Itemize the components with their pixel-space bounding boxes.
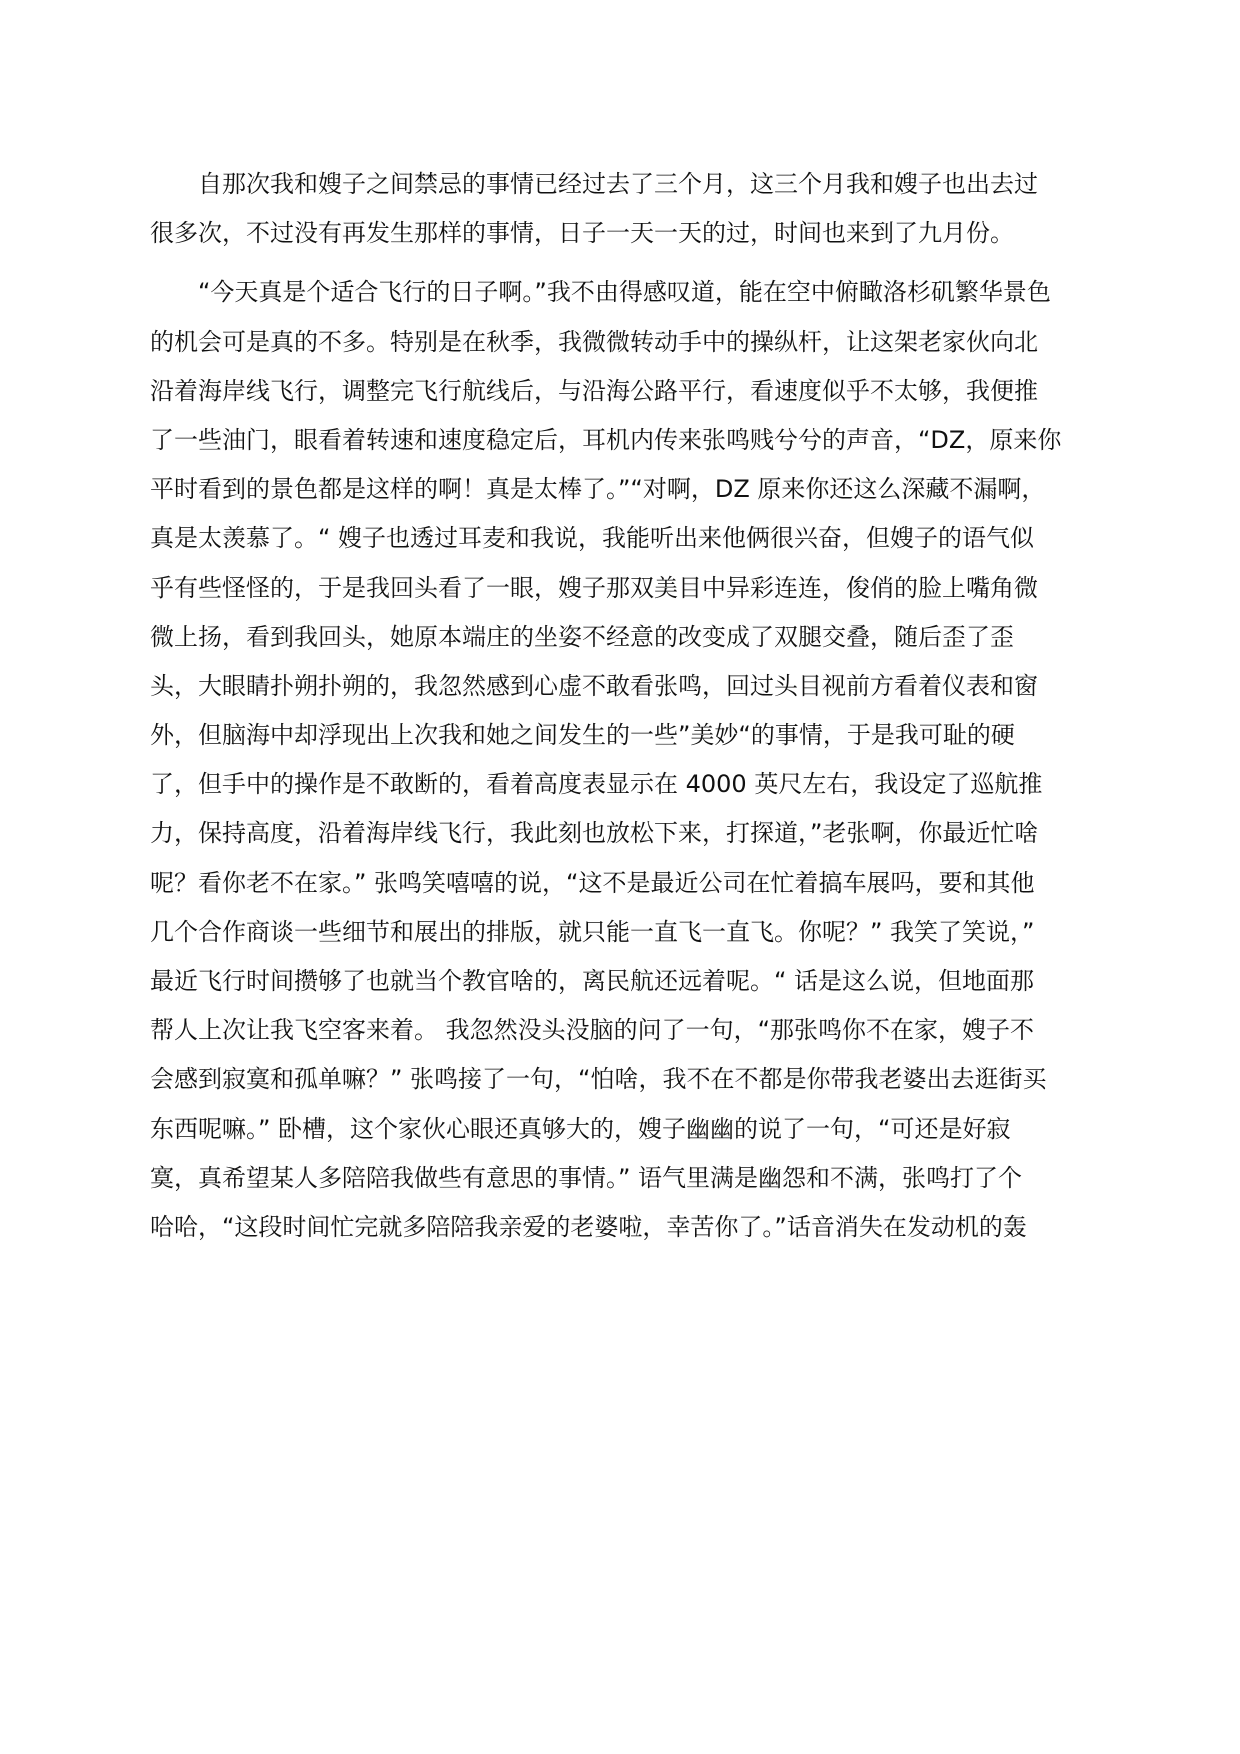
text-line: 呢？看你老不在家。” 张鸣笑嘻嘻的说，“这不是最近公司在忙着搞车展吗，要和其他 (150, 868, 1035, 897)
text-line: 微上扬，看到我回头，她原本端庄的坐姿不经意的改变成了双腿交叠，随后歪了歪 (150, 622, 1014, 651)
text-line: 了一些油门，眼看着转速和速度稳定后，耳机内传来张鸣贱兮兮的声音，“DZ，原来你 (150, 425, 1062, 454)
text-line: 寞，真希望某人多陪陪我做些有意思的事情。” 语气里满是幽怨和不满，张鸣打了个 (150, 1163, 1023, 1192)
text-line: 平时看到的景色都是这样的啊！真是太棒了。”“对啊，DZ 原来你还这么深藏不漏啊， (150, 475, 1046, 504)
text-line: 真是太羡慕了。“ 嫂子也透过耳麦和我说，我能听出来他俩很兴奋，但嫂子的语气似 (150, 524, 1035, 553)
text-line: 几个合作商谈一些细节和展出的排版，就只能一直飞一直飞。你呢？” 我笑了笑说，” (150, 917, 1035, 946)
text-line: 哈哈，“这段时间忙完就多陪陪我亲爱的老婆啦，幸苦你了。”话音消失在发动机的轰 (150, 1212, 1027, 1241)
text-line: 会感到寂寞和孤单嘛？” 张鸣接了一句，“怕啥，我不在不都是你带我老婆出去逛街买 (150, 1065, 1047, 1094)
paragraph-gap (150, 258, 1080, 268)
text-line: 自那次我和嫂子之间禁忌的事情已经过去了三个月，这三个月我和嫂子也出去过 (198, 170, 1038, 198)
text-line: 了，但手中的操作是不敢断的，看着高度表显示在 4000 英尺左右，我设定了巡航推 (150, 770, 1043, 799)
text-line: 最近飞行时间攒够了也就当个教官啥的，离民航还远着呢。“ 话是这么说，但地面那 (150, 967, 1035, 995)
text-line: 很多次，不过没有再发生那样的事情，日子一天一天的过，时间也来到了九月份。 (150, 219, 1014, 248)
text-line: 东西呢嘛。” 卧槽，这个家伙心眼还真够大的，嫂子幽幽的说了一句，“可还是好寂 (150, 1114, 1011, 1143)
text-line: 力，保持高度，沿着海岸线飞行，我此刻也放松下来，打探道，”老张啊，你最近忙啥 (150, 819, 1039, 848)
text-line: 乎有些怪怪的，于是我回头看了一眼，嫂子那双美目中异彩连连，俊俏的脸上嘴角微 (150, 573, 1038, 602)
text-line: 外，但脑海中却浮现出上次我和她之间发生的一些”美妙“的事情，于是我可耻的硬 (150, 721, 1015, 750)
document-body (150, 160, 1080, 1252)
text-line: “今天真是个适合飞行的日子啊。”我不由得感叹道，能在空中俯瞰洛杉矶繁华景色 (198, 278, 1051, 307)
text-line: 沿着海岸线飞行，调整完飞行航线后，与沿海公路平行，看速度似乎不太够，我便推 (150, 376, 1038, 405)
text-line: 头，大眼睛扑朔扑朔的，我忽然感到心虚不敢看张鸣，回过头目视前方看着仪表和窗 (150, 671, 1038, 700)
text-line: 帮人上次让我飞空客来着。 我忽然没头没脑的问了一句，“那张鸣你不在家，嫂子不 (150, 1016, 1035, 1045)
text-line: 的机会可是真的不多。特别是在秋季，我微微转动手中的操纵杆，让这架老家伙向北 (150, 327, 1038, 356)
